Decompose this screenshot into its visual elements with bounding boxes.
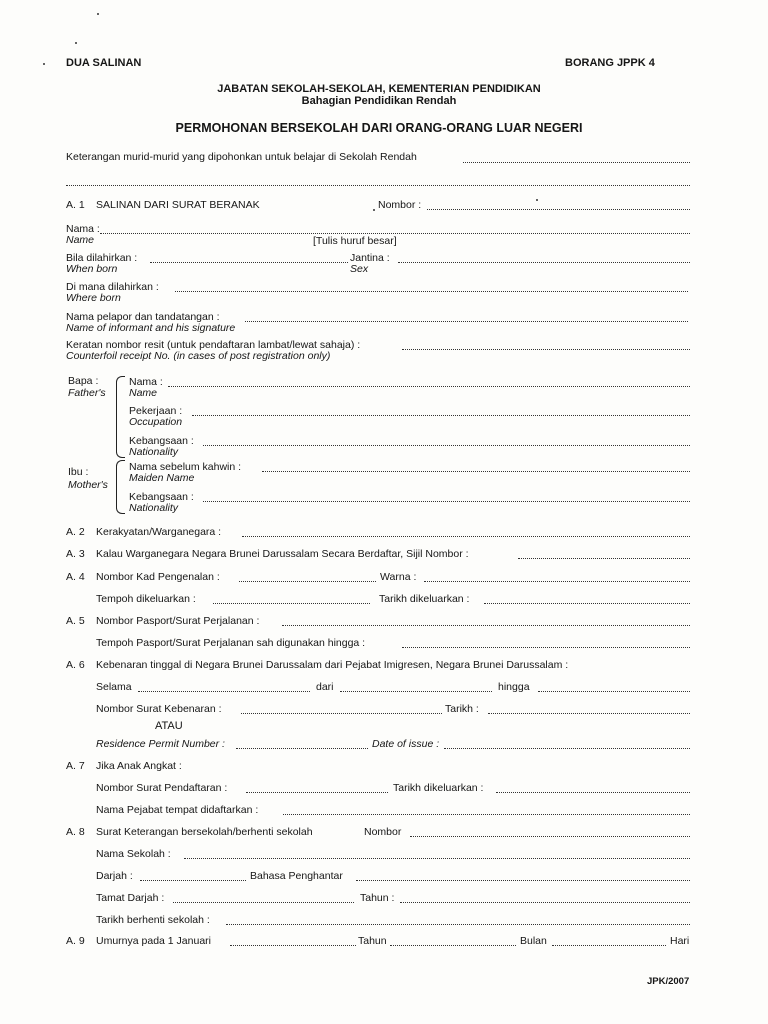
- grade-field[interactable]: [140, 880, 246, 881]
- father-nationality-label: Kebangsaan :: [129, 435, 194, 447]
- age-years-field[interactable]: [230, 945, 356, 946]
- father-occupation-label: Pekerjaan :: [129, 405, 183, 417]
- ic-number-label: Nombor Kad Pengenalan :: [96, 571, 220, 583]
- medium-label: Bahasa Penghantar: [250, 870, 343, 882]
- completed-year-field[interactable]: [400, 902, 690, 903]
- adoption-office-label: Nama Pejabat tempat didaftarkan :: [96, 804, 259, 816]
- ic-number-field[interactable]: [239, 581, 376, 582]
- completed-grade-field[interactable]: [173, 902, 354, 903]
- informant-en: Name of informant and his signature: [66, 322, 236, 334]
- pob-field[interactable]: [175, 291, 688, 292]
- child-name-en: Name: [66, 234, 95, 246]
- passport-number-field[interactable]: [282, 625, 690, 626]
- intro-field-line2[interactable]: [66, 185, 690, 186]
- stay-until-label: hingga: [498, 681, 530, 693]
- school-name-field[interactable]: [184, 858, 690, 859]
- section-a8-number: A. 8: [66, 826, 85, 838]
- adoption-title: Jika Anak Angkat :: [96, 760, 182, 772]
- father-name-field[interactable]: [168, 386, 690, 387]
- school-letter-number-field[interactable]: [410, 836, 690, 837]
- scan-speck: [373, 209, 375, 211]
- sex-field[interactable]: [398, 262, 690, 263]
- section-a7-number: A. 7: [66, 760, 85, 772]
- scan-speck: [536, 199, 538, 201]
- scan-speck: [43, 63, 45, 65]
- receipt-label: Keratan nombor resit (untuk pendaftaran lambat/lewat sahaja) :: [66, 339, 361, 351]
- division-heading: Bahagian Pendidikan Rendah: [301, 95, 457, 107]
- mother-nationality-label: Kebangsaan :: [129, 491, 194, 503]
- father-occupation-field[interactable]: [192, 415, 690, 416]
- form-code: BORANG JPPK 4: [565, 57, 655, 69]
- citizenship-field[interactable]: [242, 536, 690, 537]
- sex-label: Jantina :: [350, 252, 390, 264]
- section-a3-number: A. 3: [66, 548, 85, 560]
- father-label: Bapa :: [68, 375, 99, 387]
- passport-number-label: Nombor Pasport/Surat Perjalanan :: [96, 615, 260, 627]
- permit-number-en-label: Residence Permit Number :: [96, 738, 225, 750]
- intro-label: Keterangan murid-murid yang dipohonkan untuk belajar di Sekolah Rendah: [66, 151, 417, 163]
- school-name-label: Nama Sekolah :: [96, 848, 171, 860]
- citizenship-label: Kerakyatan/Warganegara :: [96, 526, 222, 538]
- ic-colour-label: Warna :: [380, 571, 417, 583]
- stay-period-label: Selama: [96, 681, 132, 693]
- permit-number-field[interactable]: [241, 713, 442, 714]
- mother-nationality-en: Nationality: [129, 502, 179, 514]
- adoption-issue-date-field[interactable]: [496, 792, 690, 793]
- capital-letters-note: [Tulis huruf besar]: [313, 235, 397, 247]
- permit-date-field[interactable]: [488, 713, 690, 714]
- permit-date-label: Tarikh :: [445, 703, 479, 715]
- section-a2-number: A. 2: [66, 526, 85, 538]
- left-date-label: Tarikh berhenti sekolah :: [96, 914, 210, 926]
- ic-colour-field[interactable]: [424, 581, 690, 582]
- ic-issue-date-field[interactable]: [484, 603, 690, 604]
- ic-issue-date-label: Tarikh dikeluarkan :: [379, 593, 470, 605]
- mother-label: Ibu :: [68, 466, 89, 478]
- birth-cert-number-field[interactable]: [427, 209, 690, 210]
- section-a6-number: A. 6: [66, 659, 85, 671]
- informant-field[interactable]: [245, 321, 688, 322]
- adoption-reg-label: Nombor Surat Pendaftaran :: [96, 782, 228, 794]
- adoption-office-field[interactable]: [283, 814, 690, 815]
- stay-from-label: dari: [316, 681, 334, 693]
- mother-nationality-field[interactable]: [203, 501, 690, 502]
- age-years-label: Tahun: [358, 935, 387, 947]
- completed-grade-label: Tamat Darjah :: [96, 892, 165, 904]
- dob-field[interactable]: [150, 262, 348, 263]
- adoption-issue-date-label: Tarikh dikeluarkan :: [393, 782, 484, 794]
- stay-from-field[interactable]: [340, 691, 492, 692]
- section-a1-title: SALINAN DARI SURAT BERANAK: [96, 199, 260, 211]
- adoption-reg-field[interactable]: [246, 792, 388, 793]
- section-a4-number: A. 4: [66, 571, 85, 583]
- section-a5-number: A. 5: [66, 615, 85, 627]
- age-months-field[interactable]: [390, 945, 516, 946]
- mother-maiden-label: Nama sebelum kahwin :: [129, 461, 242, 473]
- ic-validity-field[interactable]: [213, 603, 370, 604]
- completed-year-label: Tahun :: [360, 892, 395, 904]
- stay-until-field[interactable]: [538, 691, 690, 692]
- form-title: PERMOHONAN BERSEKOLAH DARI ORANG-ORANG LUAR NEGERI: [175, 121, 583, 135]
- scan-speck: [97, 13, 99, 15]
- footer-code: JPK/2007: [647, 976, 690, 987]
- left-date-field[interactable]: [226, 924, 690, 925]
- medium-field[interactable]: [356, 880, 690, 881]
- dob-label: Bila dilahirkan :: [66, 252, 138, 264]
- residence-permit-title: Kebenaran tinggal di Negara Brunei Darussalam dari Pejabat Imigresen, Negara Brunei Darussalam :: [96, 659, 569, 671]
- or-label: ATAU: [155, 720, 183, 732]
- section-a1-number: A. 1: [66, 199, 85, 211]
- sex-en: Sex: [350, 263, 369, 275]
- child-name-label: Nama :: [66, 223, 100, 235]
- dob-en: When born: [66, 263, 118, 275]
- issue-date-en-field[interactable]: [444, 748, 690, 749]
- age-days-label: Hari: [670, 935, 690, 947]
- copies-label: DUA SALINAN: [66, 57, 142, 69]
- mother-maiden-en: Maiden Name: [129, 472, 195, 484]
- child-name-field[interactable]: [100, 233, 690, 234]
- issue-date-en-label: Date of issue :: [372, 738, 440, 750]
- passport-validity-label: Tempoh Pasport/Surat Perjalanan sah digunakan hingga :: [96, 637, 366, 649]
- age-months-label: Bulan: [520, 935, 547, 947]
- father-nationality-en: Nationality: [129, 446, 179, 458]
- father-brace: [116, 376, 125, 458]
- permit-number-en-field[interactable]: [236, 748, 368, 749]
- mother-label-en: Mother's: [68, 479, 108, 491]
- registered-cert-field[interactable]: [518, 558, 690, 559]
- age-label: Umurnya pada 1 Januari: [96, 935, 211, 947]
- informant-label: Nama pelapor dan tandatangan :: [66, 311, 220, 323]
- school-letter-number-label: Nombor: [364, 826, 402, 838]
- ic-validity-label: Tempoh dikeluarkan :: [96, 593, 196, 605]
- father-label-en: Father's: [68, 387, 106, 399]
- father-name-label: Nama :: [129, 376, 163, 388]
- father-occupation-en: Occupation: [129, 416, 183, 428]
- section-a9-number: A. 9: [66, 935, 85, 947]
- age-days-field[interactable]: [552, 945, 666, 946]
- pob-label: Di mana dilahirkan :: [66, 281, 159, 293]
- receipt-en: Counterfoil receipt No. (in cases of post registration only): [66, 350, 331, 362]
- scan-speck: [75, 42, 77, 44]
- mother-brace: [116, 460, 125, 514]
- grade-label: Darjah :: [96, 870, 133, 882]
- mother-maiden-field[interactable]: [262, 471, 690, 472]
- permit-number-label: Nombor Surat Kebenaran :: [96, 703, 222, 715]
- stay-period-field[interactable]: [138, 691, 310, 692]
- father-name-en: Name: [129, 387, 158, 399]
- intro-field[interactable]: [463, 162, 690, 163]
- birth-cert-number-label: Nombor :: [378, 199, 422, 211]
- pob-en: Where born: [66, 292, 121, 304]
- registered-cert-label: Kalau Warganegara Negara Brunei Darussalam Secara Berdaftar, Sijil Nombor :: [96, 548, 469, 560]
- department-heading: JABATAN SEKOLAH-SEKOLAH, KEMENTERIAN PENDIDIKAN: [217, 83, 541, 95]
- receipt-field[interactable]: [402, 349, 690, 350]
- father-nationality-field[interactable]: [203, 445, 690, 446]
- school-letter-title: Surat Keterangan bersekolah/berhenti sekolah: [96, 826, 313, 838]
- passport-validity-field[interactable]: [402, 647, 690, 648]
